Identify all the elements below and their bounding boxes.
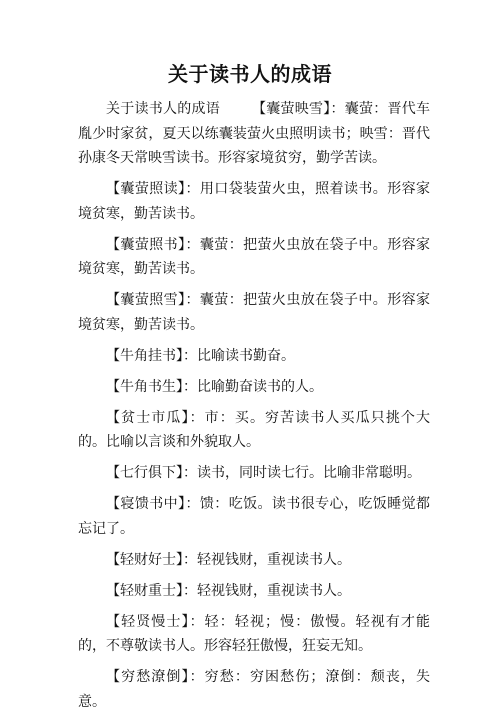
idiom-term: 【七行俱下】 — [106, 465, 183, 481]
idiom-entry-nangying-zhaodu — [78, 177, 430, 226]
idiom-definition: ：比喻勤奋读书的人。 — [183, 378, 323, 395]
idiom-entry-qingcai-haoshi — [78, 548, 430, 573]
document-title: 关于读书人的成语 — [168, 62, 332, 86]
idiom-term: 【寝馈书中】 — [106, 496, 186, 512]
idiom-definition: ：市：买。穷苦读书人买瓜只挑个大的。比喻以言谈和外貌取人。 — [78, 409, 431, 450]
idiom-definition: ：囊萤：晋代车胤少时家贫，夏天以练囊装萤火虫照明读书；映雪：晋代孙康冬天常映雪读书。形容家境贫穷，勤学苦读。 — [78, 101, 430, 166]
idiom-term: 【贫士市瓜】 — [106, 409, 190, 426]
idiom-definition: ：轻视钱财，重视读书人。 — [183, 582, 351, 599]
idiom-term: 【轻贤慢士】 — [106, 613, 190, 630]
idiom-definition: ：轻视钱财，重视读书人。 — [183, 551, 351, 568]
idiom-term: 【囊萤照书】 — [106, 236, 186, 253]
idiom-definition: ：囊萤：把萤火虫放在袋子中。形容家境贫寒，勤苦读书。 — [78, 236, 431, 277]
idiom-entry-niujiao-guashu — [78, 344, 430, 369]
idiom-definition: ：比喻读书勤奋。 — [183, 347, 295, 364]
idiom-term: 【囊萤照雪】 — [106, 292, 186, 308]
idiom-entry-niujiao-shusheng — [78, 375, 430, 400]
idiom-definition: ：读书，同时读七行。比喻非常聪明。 — [183, 465, 421, 481]
idiom-term: 【轻财重士】 — [106, 582, 183, 599]
idiom-definition: ：馈：吃饭。读书很专心，吃饭睡觉都忘记了。 — [78, 496, 431, 537]
idiom-entry-qihang-juxia — [78, 461, 430, 486]
idiom-definition: ：用口袋装萤火虫，照着读书。形容家境贫寒，勤苦读书。 — [78, 181, 431, 222]
idiom-entry-nangying-zhaoshu — [78, 233, 430, 282]
idiom-definition: ：穷愁：穷困愁伤；潦倒：颓丧，失意。 — [78, 669, 431, 710]
idiom-entry-qinkui-shuzhong — [78, 492, 430, 541]
idiom-term: 【轻财好士】 — [106, 551, 183, 568]
idiom-term: 【囊萤映雪】 — [252, 101, 331, 117]
idiom-term: 【牛角书生】 — [106, 378, 183, 395]
idiom-entry-pinshi-shigua — [78, 406, 430, 455]
idiom-definition: ：轻：轻视；慢：傲慢。轻视有才能的，不尊敬读书人。形容轻狂傲慢，狂妄无知。 — [78, 613, 431, 654]
idiom-entry-nangying-zhaoxue — [78, 288, 430, 337]
idiom-term: 【牛角挂书】 — [106, 347, 183, 364]
idiom-entry-qingxian-manshi — [78, 610, 430, 659]
idiom-list — [78, 97, 430, 721]
intro-label: 关于读书人的成语 — [106, 101, 220, 117]
idiom-definition: ：囊萤：把萤火虫放在袋子中。形容家境贫寒，勤苦读书。 — [78, 292, 431, 333]
idiom-entry-qingcai-zhongshi — [78, 579, 430, 604]
idiom-entry-nangying-yingxue — [78, 97, 430, 171]
idiom-term: 【囊萤照读】 — [106, 181, 186, 197]
idiom-term: 【穷愁潦倒】 — [106, 669, 190, 685]
